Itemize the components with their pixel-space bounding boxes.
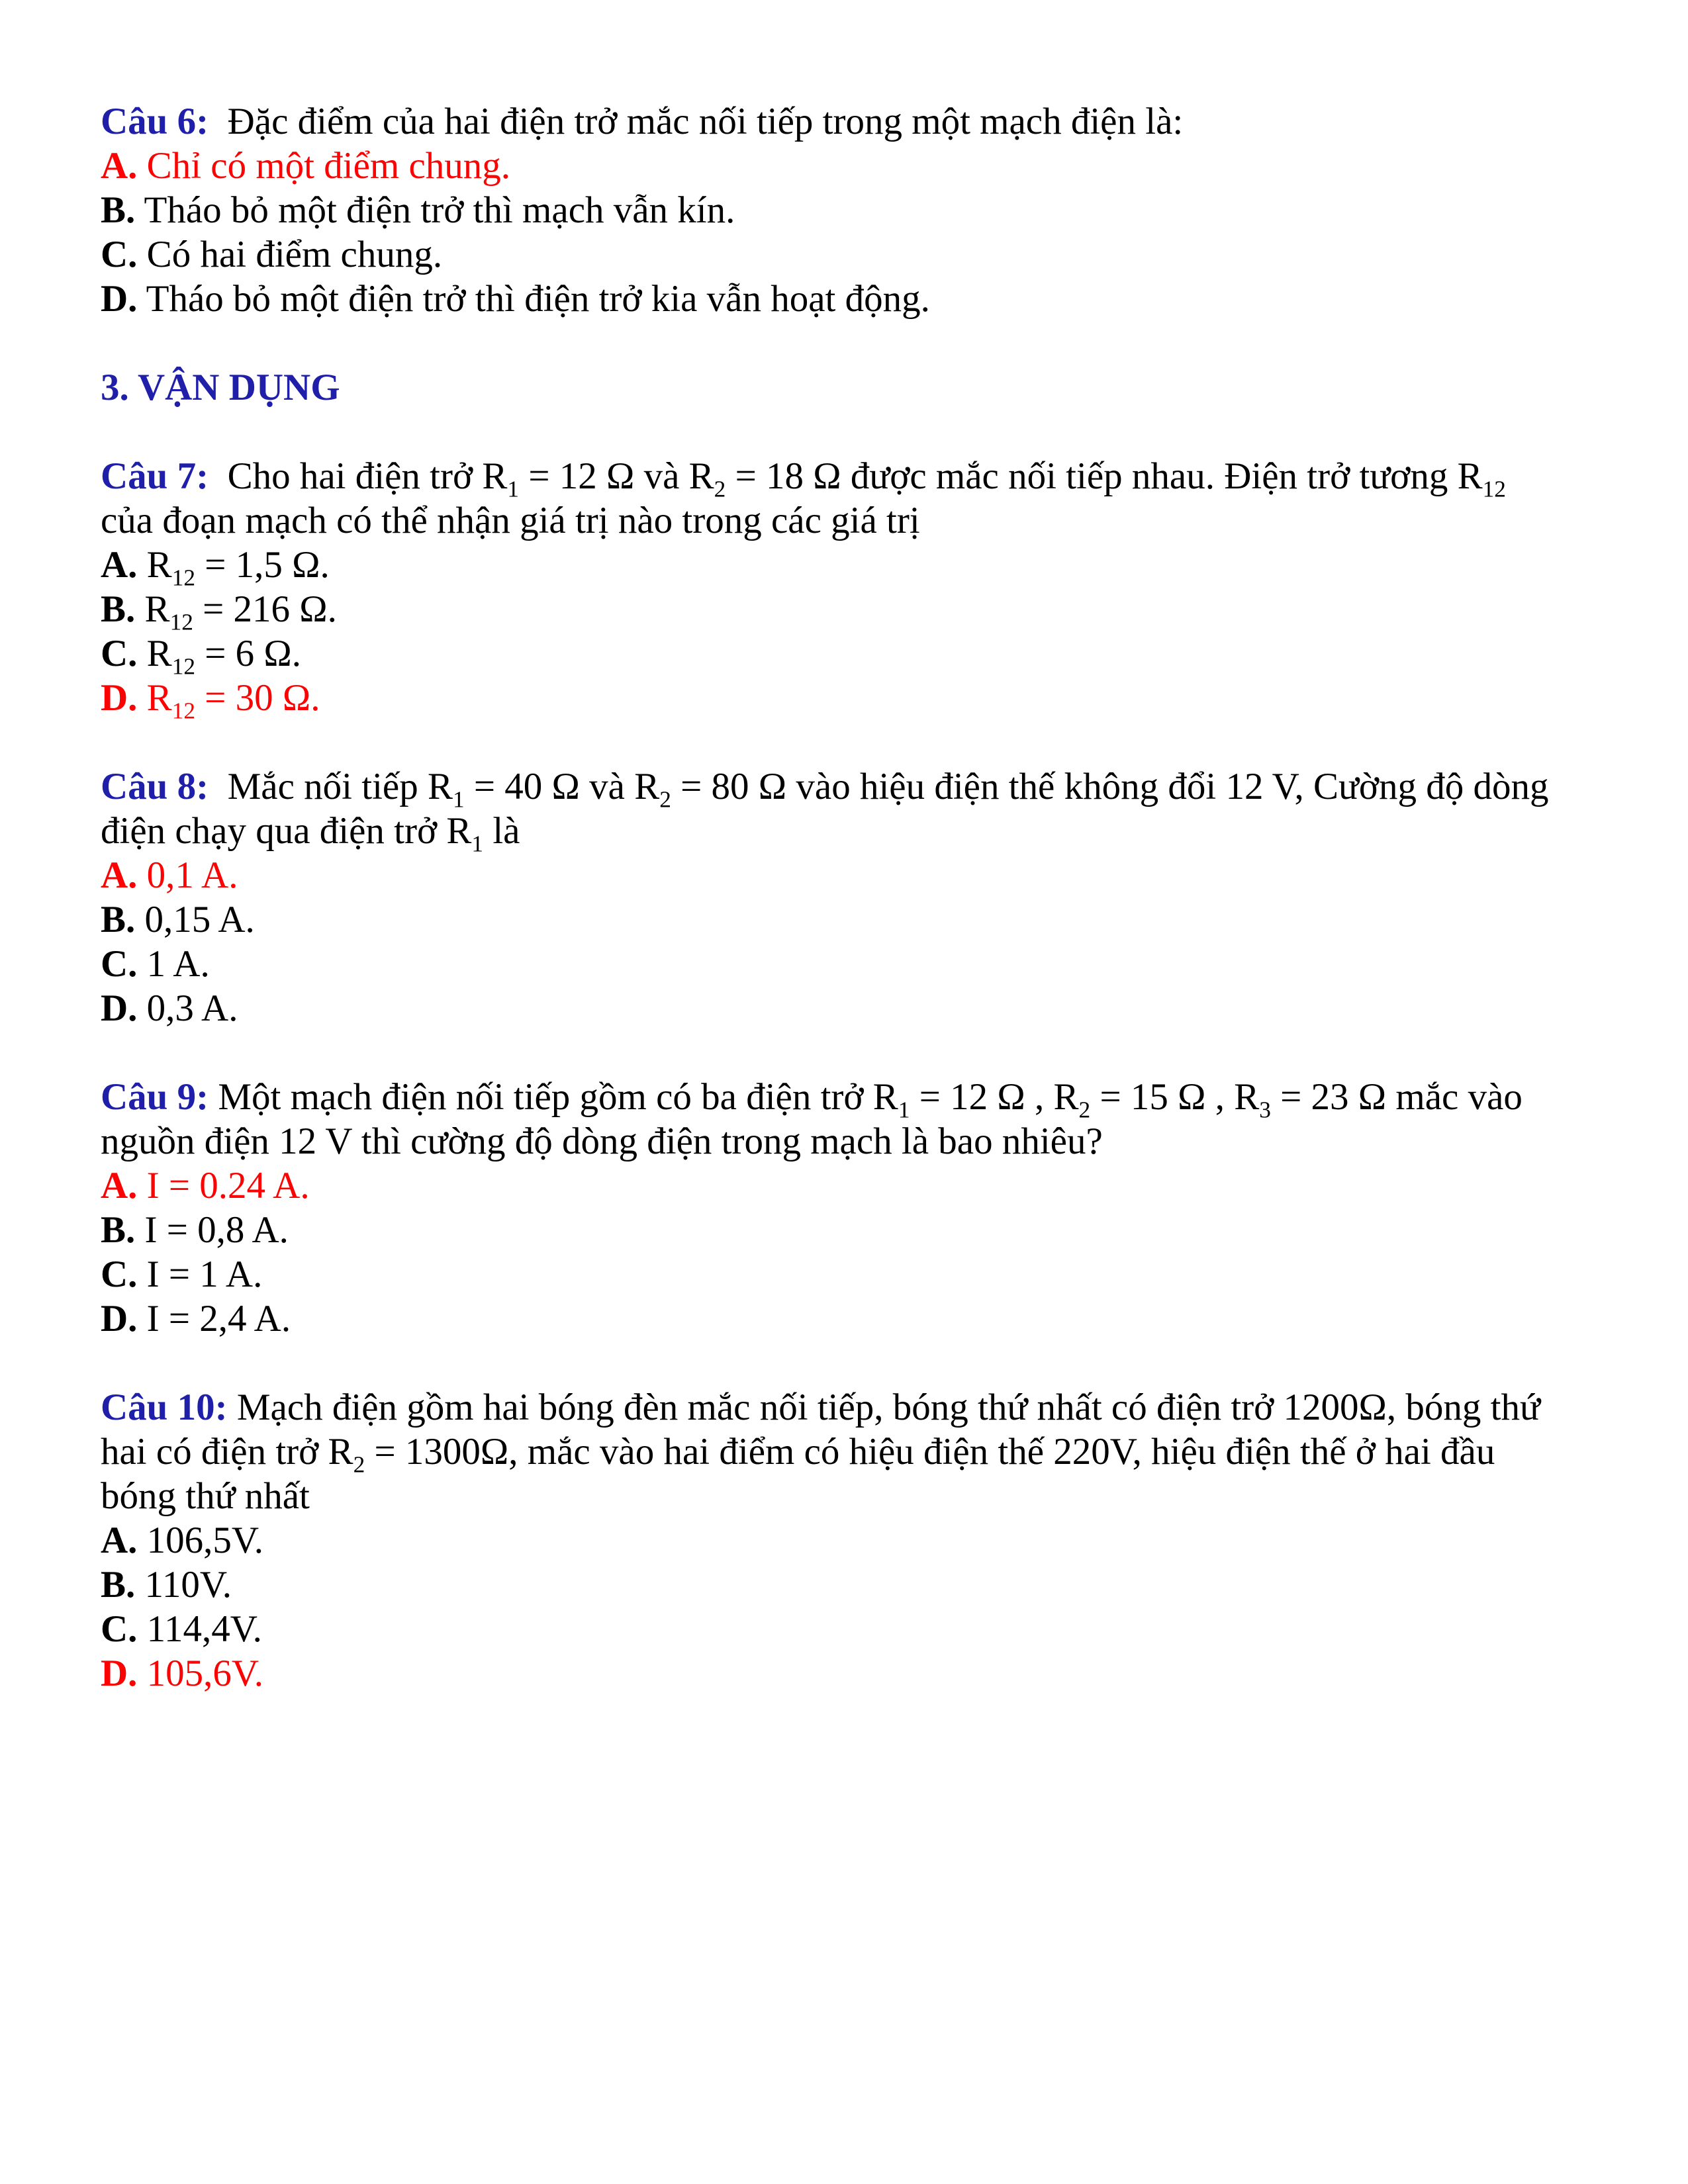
option-text: 106,5V. xyxy=(137,1520,263,1561)
question-10-option-a xyxy=(101,1518,1615,1563)
option-text: Tháo bỏ một điện trở thì mạch vẫn kín. xyxy=(135,189,735,231)
question-10-option-d xyxy=(101,1651,1615,1696)
subscript: 2 xyxy=(659,786,671,813)
subscript: 12 xyxy=(1482,476,1506,502)
subscript: 1 xyxy=(898,1097,910,1123)
question-7 xyxy=(101,454,1615,724)
option-letter: B. xyxy=(101,588,136,630)
question-9-option-a xyxy=(101,1163,1615,1208)
option-letter: C. xyxy=(101,234,138,275)
question-6-text-line-1 xyxy=(101,99,1615,144)
question-8-option-b xyxy=(101,897,1615,942)
option-letter: B. xyxy=(101,189,136,231)
question-9-option-d xyxy=(101,1297,1615,1341)
question-6 xyxy=(101,99,1615,321)
option-text: $R_{12} = 1,5$ Ω. xyxy=(137,544,330,591)
option-letter: C. xyxy=(101,633,138,674)
question-10-text-line-3 xyxy=(101,1474,1615,1518)
question-7-option-c xyxy=(101,631,1615,680)
subscript: 12 xyxy=(171,565,196,591)
option-letter: C. xyxy=(101,1608,138,1650)
option-text: 0,15 A. xyxy=(135,899,255,940)
option-letter: D. xyxy=(101,987,138,1029)
subscript: 12 xyxy=(169,609,193,635)
question-text: Một mạch điện nối tiếp gồm có ba điện trở $R_1 = 12$ Ω , $R_2 = 15$ Ω , $R_3 = 23$ Ω mắc vào xyxy=(209,1076,1523,1123)
option-letter-correct: A. xyxy=(101,854,138,896)
question-text: điện chạy qua điện trở $R_1$ là xyxy=(101,810,520,857)
question-9-text-line-2 xyxy=(101,1119,1615,1163)
subscript: 2 xyxy=(714,476,726,502)
question-text: Đặc điểm của hai điện trở mắc nối tiếp trong một mạch điện là: xyxy=(209,101,1184,142)
option-text: 114,4V. xyxy=(137,1608,262,1650)
option-letter: A. xyxy=(101,544,138,586)
option-text: 0,3 A. xyxy=(137,987,238,1029)
option-text-correct: 105,6V. xyxy=(137,1653,263,1694)
question-label: Câu 6: xyxy=(101,101,209,142)
option-text: 1 A. xyxy=(137,943,210,985)
question-7-text-line-2 xyxy=(101,498,1615,543)
question-6-option-c xyxy=(101,232,1615,277)
option-letter: C. xyxy=(101,943,138,985)
subscript: 12 xyxy=(171,698,196,724)
question-text: Cho hai điện trở $R_1 = 12$ Ω và $R_2 = 18$ Ω được mắc nối tiếp nhau. Điện trở tương $R_{12}$ xyxy=(209,455,1506,502)
subscript: 1 xyxy=(507,476,520,502)
question-text: Mắc nối tiếp $R_1 = 40$ Ω và $R_2 = 80$ Ω vào hiệu điện thế không đổi 12 V, Cường độ dòng xyxy=(209,766,1549,813)
option-text: $R_{12} = 6$ Ω. xyxy=(137,633,302,680)
subscript: 3 xyxy=(1259,1097,1271,1123)
question-6-option-b xyxy=(101,188,1615,232)
question-7-text-line-1 xyxy=(101,454,1615,502)
option-letter-correct: A. xyxy=(101,145,138,187)
subscript: 1 xyxy=(452,786,465,813)
option-text: 110V. xyxy=(135,1564,232,1606)
question-10 xyxy=(101,1385,1615,1696)
question-9-option-c xyxy=(101,1252,1615,1297)
question-10-option-b xyxy=(101,1563,1615,1607)
question-label: Câu 8: xyxy=(101,766,209,807)
option-letter-correct: D. xyxy=(101,677,138,719)
option-text-correct: $R_{12} = 30$ Ω. xyxy=(137,677,320,724)
question-10-text-line-2 xyxy=(101,1430,1615,1478)
section-heading-line xyxy=(101,365,1615,410)
question-label: Câu 7: xyxy=(101,455,209,497)
option-letter: D. xyxy=(101,278,138,320)
option-text: Tháo bỏ một điện trở thì điện trở kia vẫn hoạt động. xyxy=(137,278,930,320)
question-8-text-line-2 xyxy=(101,809,1615,857)
option-letter: C. xyxy=(101,1253,138,1295)
option-text: I = 0,8 A. xyxy=(135,1209,289,1251)
question-9-option-b xyxy=(101,1208,1615,1252)
question-8-text-line-1 xyxy=(101,764,1615,813)
question-8-option-d xyxy=(101,986,1615,1030)
question-9 xyxy=(101,1075,1615,1341)
subscript: 2 xyxy=(353,1451,365,1478)
option-letter: B. xyxy=(101,899,136,940)
subscript: 12 xyxy=(171,653,196,680)
question-8 xyxy=(101,764,1615,1030)
option-text: Có hai điểm chung. xyxy=(137,234,443,275)
option-letter: B. xyxy=(101,1564,136,1606)
question-text: của đoạn mạch có thể nhận giá trị nào trong các giá trị xyxy=(101,500,920,541)
question-text: bóng thứ nhất xyxy=(101,1475,310,1517)
question-label: Câu 9: xyxy=(101,1076,209,1118)
option-letter: B. xyxy=(101,1209,136,1251)
question-label: Câu 10: xyxy=(101,1387,228,1428)
option-letter: A. xyxy=(101,1520,138,1561)
option-letter-correct: D. xyxy=(101,1653,138,1694)
question-7-option-a xyxy=(101,543,1615,591)
question-7-option-d xyxy=(101,676,1615,724)
question-10-text-line-1 xyxy=(101,1385,1615,1430)
section-heading-van-dung xyxy=(101,365,1615,410)
question-8-option-c xyxy=(101,942,1615,986)
question-10-option-c xyxy=(101,1607,1615,1651)
option-text-correct: I = 0.24 A. xyxy=(137,1165,310,1206)
question-6-option-a xyxy=(101,144,1615,188)
subscript: 1 xyxy=(471,831,484,857)
question-text: Mạch điện gồm hai bóng đèn mắc nối tiếp, bóng thứ nhất có điện trở 1200Ω, bóng thứ xyxy=(227,1387,1540,1428)
subscript: 2 xyxy=(1078,1097,1091,1123)
question-9-text-line-1 xyxy=(101,1075,1615,1123)
question-8-option-a xyxy=(101,853,1615,897)
option-text: $R_{12} = 216$ Ω. xyxy=(135,588,337,635)
option-letter: D. xyxy=(101,1298,138,1340)
question-text: hai có điện trở $R_2 = 1300\Omega$, mắc vào hai điểm có hiệu điện thế 220V, hiệu điện thế ở hai đầu xyxy=(101,1431,1495,1478)
option-text: I = 1 A. xyxy=(137,1253,263,1295)
option-letter-correct: A. xyxy=(101,1165,138,1206)
option-text-correct: Chỉ có một điểm chung. xyxy=(137,145,511,187)
question-6-option-d xyxy=(101,277,1615,321)
question-text: nguồn điện 12 V thì cường độ dòng điện trong mạch là bao nhiêu? xyxy=(101,1120,1103,1162)
option-text: I = 2,4 A. xyxy=(137,1298,291,1340)
question-7-option-b xyxy=(101,587,1615,635)
option-text-correct: 0,1 A. xyxy=(137,854,238,896)
heading-text: 3. VẬN DỤNG xyxy=(101,367,340,408)
